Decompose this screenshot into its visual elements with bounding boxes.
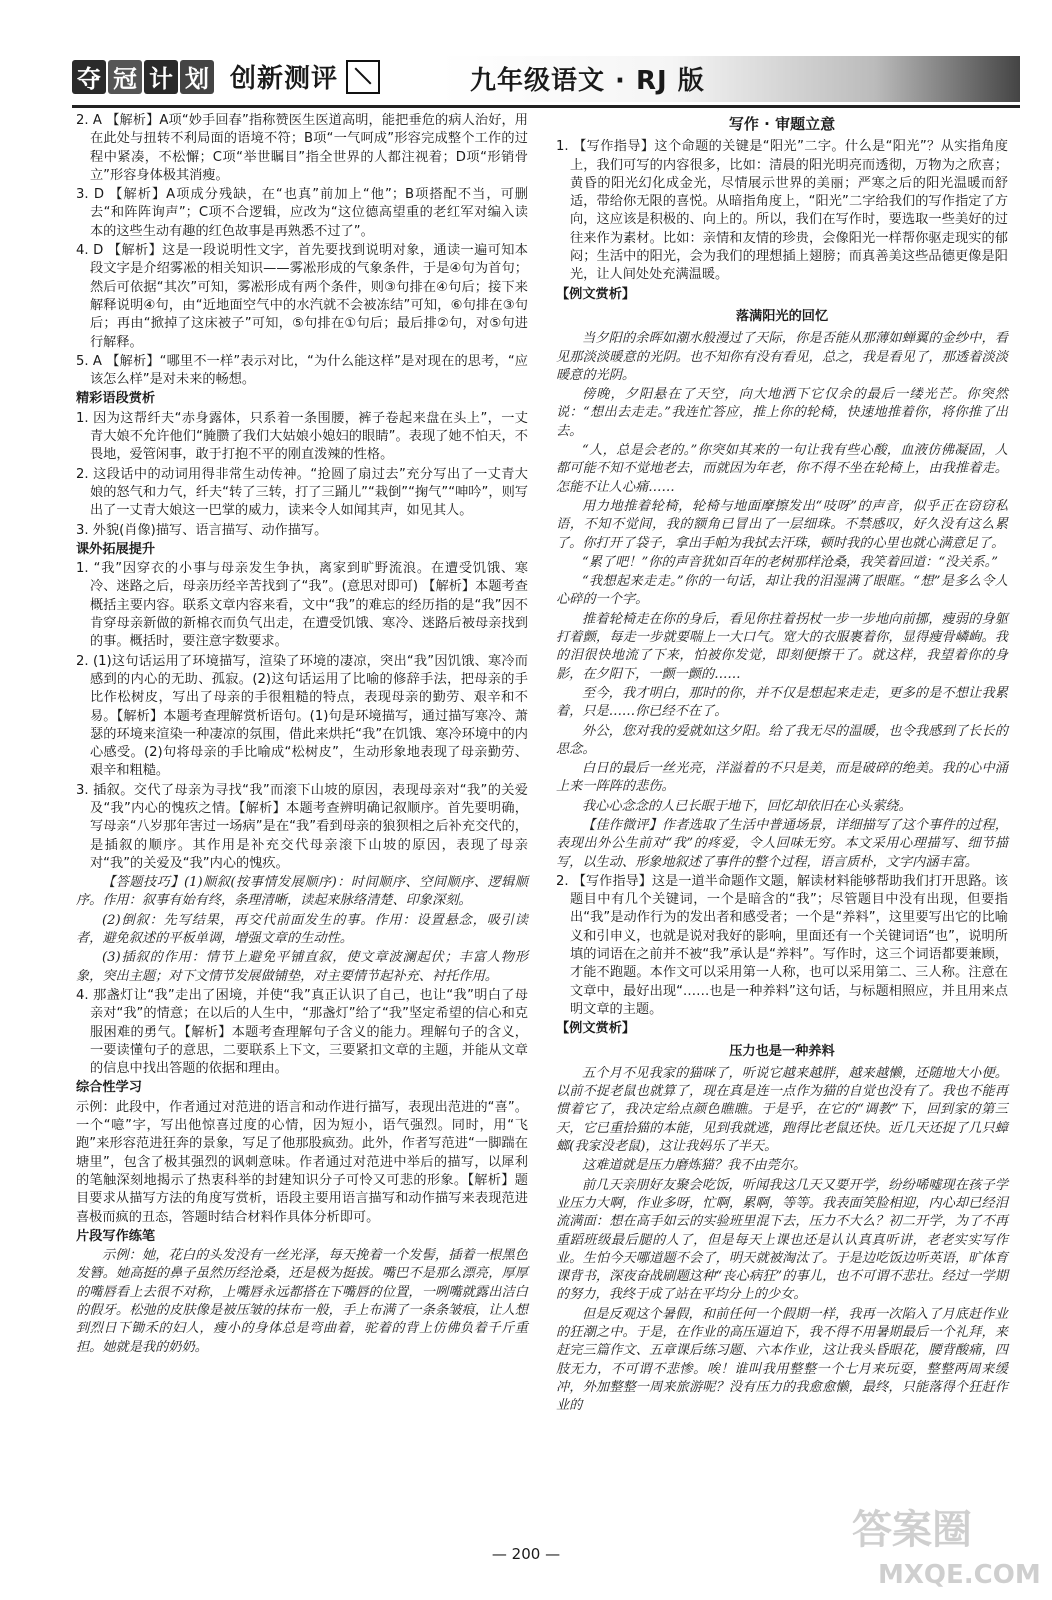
handwritten-paragraph: “人，总是会老的。”你突如其来的一句让我有些心酸，血液仿佛凝固，人都可能不知不觉地老去，而就因为年老，你不得不坐在轮椅上，由我推着走。怎能不让人心痛……: [556, 443, 1008, 495]
book-title: 九年级语文 · RJ 版: [470, 66, 705, 96]
brand-char: 划: [180, 60, 214, 94]
right-column-body: [556, 138, 1008, 1415]
handwritten-paragraph: 外公，您对我的爱就如这夕阳。给了我无尽的温暖，也令我感到了长长的思念。: [556, 723, 1008, 757]
paragraph: 示例：此段中，作者通过对范进的语言和动作进行描写，表现出范进的“喜”。一个“噫”字，写出他惊喜过度的心情，因为短小，语气强烈。同时，用“飞跑”来形容范进狂奔的景象，写足了他那股疯劲。此外，作者写范进“一脚踹在塘里”，包含了极其强烈的讽刺意味。作者通过对范进中举后的描写，以犀利的笔触深刻地揭示了热衷科举的封建知识分子可怜又可悲的形象。【解析】题目要求从描写方法的角度写赏析，语段主要用语言描写和动作描写来表现范进喜极而疯的丑态，答题时结合材料作具体分析即可。: [76, 1099, 528, 1225]
handwritten-paragraph: 用力地推着轮椅，轮椅与地面摩擦发出“吱呀”的声音，似乎正在窃窃私语，不知不觉间，我的额角已冒出了一层细珠。不禁感叹，好久没有这么累了。你打开了袋子，拿出手帕为我拭去汗珠，顿时我的心里也就心满意足了。: [556, 498, 1008, 551]
right-column: [556, 112, 1008, 1416]
pen-icon: [346, 60, 380, 94]
handwritten-paragraph: 【答题技巧】(1)顺叙(按事情发展顺序)：时间顺序、空间顺序、逻辑顺序。作用：叙事有始有终，条理清晰，读起来脉络清楚、印象深刻。: [76, 875, 528, 909]
answer-item: 3. 插叙。交代了母亲为寻找“我”而滚下山坡的原因，表现母亲对“我”的关爱及“我”内心的愧疚之情。【解析】本题考查辨明确记叙顺序。首先要明确，写母亲“八岁那年害过一场病”是在“我”看到母亲的狼狈相之后补充交代的，是插叙的顺序。其作用是补充交代母亲滚下山坡的原因，表现了母亲对“我”的关爱及“我”内心的愧疚。: [76, 782, 528, 871]
handwritten-paragraph: 至今，我才明白，那时的你，并不仅是想起来走走，更多的是不想让我累着，只是……你已经不在了。: [556, 685, 1008, 720]
section-heading: 综合性学习: [76, 1080, 142, 1096]
answer-item: 3. D 【解析】A项成分残缺，在“也真”前加上“他”；B项搭配不当，可删去“和阵阵询声”；C项不合逻辑，应改为“这位德高望重的老红军对编入读本的这些生动有趣的红色故事是再熟悉不过了”。: [76, 187, 528, 239]
answer-item: 2. (1)这句话运用了环境描写，渲染了环境的凄凉，突出“我”因饥饿、寒冷而感到的内心的无助、孤寂。(2)这句话运用了比喻的修辞手法，把母亲的手比作松树皮，写出了母亲的手很粗糙的特点，表现母亲的勤劳、艰辛和不易。【解析】本题考查理解赏析语句。(1)句是环境描写，通过描写寒冷、萧瑟的环境来渲染一种凄凉的氛围，借此来烘托“我”在饥饿、寒冷环境中的内心感受。(2)句将母亲的手比喻成“松树皮”，生动形象地表现了母亲勤劳、艰辛和粗糙。: [76, 653, 528, 779]
handwritten-paragraph: 【佳作微评】作者选取了生活中普通场景，详细描写了这个事件的过程，表现出外公生前对“我”的疼爱，令人回味无穷。本文采用心理描写、细节描写，以生动、形象地叙述了事件的整个过程，语言质朴，文字内涵丰富。: [556, 817, 1008, 870]
handwritten-paragraph: “我想起来走走。”你的一句话，却让我的泪湿满了眼眶。“想”是多么令人心碎的一个字。: [556, 574, 1008, 608]
series-name: 创新测评: [230, 64, 339, 94]
handwritten-paragraph: 推着轮椅走在你的身后，看见你拄着拐杖一步一步地向前挪，瘦弱的身躯打着颤，每走一步就要喘上一大口气。宽大的衣服裹着你，显得瘦骨嶙峋。我的泪很快地流了下来，怕被你发觉，即刻便擦干了。就这样，我望着你的身影，在夕阳下，一颤一颤的……: [556, 611, 1008, 682]
answer-item: 1. 因为这帮纤夫“赤身露体，只系着一条围腰，裤子卷起来盘在头上”，一丈青大娘不允许他们“腌臜了我们大姑娘小媳妇的眼睛”。表现了她不怕天，不畏地，爱管闲事，敢于打抱不平的刚直泼辣的性格。: [76, 410, 528, 463]
handwritten-paragraph: (3)插叙的作用：情节上避免平铺直叙，使文章波澜起伏；丰富人物形象，突出主题；对下文情节发展做铺垫，对主要情节起补充、衬托作用。: [76, 950, 528, 984]
handwritten-paragraph: 傍晚，夕阳悬在了天空，向大地洒下它仅余的最后一缕光芒。你突然说：“想出去走走。”我连忙答应，推上你的轮椅，快速地推着你，将你推了出去。: [556, 387, 1008, 439]
handwritten-paragraph: 五个月不见我家的猫咪了，听说它越来越胖，越来越懒，还随地大小便。以前不捉老鼠也就算了，现在真是连一点作为猫的自觉也没有了。我也不能再惯着它了，我决定给点颜色瞧瞧。于是乎，在它的“调教”下，回到家的第三天，它已重拾猫的本能，见到我就逃，跑得比老鼠还快。近几天还捉了几只蟑螂(我家没老鼠)，这让我妈乐了半天。: [556, 1065, 1008, 1155]
watermark-url: MXQE.COM: [878, 1560, 1041, 1590]
answer-item: 2. A 【解析】A项“妙手回春”指称赞医生医道高明，能把垂危的病人治好，用在此处与扭转不利局面的语境不符；B项“一气呵成”形容完成整个工作的过程中紧凑，不松懈；C项“举世瞩目”指全世界的人都注视着；D项“形销骨立”形容身体极其消瘦。: [76, 113, 528, 183]
essay-title: 落满阳光的回忆: [735, 308, 829, 324]
brand-char: 夺: [72, 60, 106, 94]
section-title: 写作 · 审题立意: [728, 115, 836, 133]
answer-item: 4. D 【解析】这是一段说明性文字，首先要找到说明对象，通读一遍可知本段文字是介绍雾凇的相关知识——雾凇形成的气象条件，于是④句为首句；然后可依据“其次”可知，雾凇形成有两个条件，则③句排在④句后；接下来解释说明④句，由“近地面空气中的水汽就不会被冻结”可知，⑥句排在③句后；再由“掀掉了这床被子”可知，⑤句排在①句后；最后排②句，对⑤句进行解释。: [76, 243, 528, 350]
brand-logo: [72, 58, 380, 95]
handwritten-paragraph: 我心心念念的人已长眠于地下，回忆却依旧在心头萦绕。: [582, 798, 912, 814]
answer-item: 1. 【写作指导】这个命题的关键是“阳光”二字。什么是“阳光”？从实指角度上，我们可写的内容很多，比如：清晨的阳光明亮而透彻，万物为之欣喜；黄昏的阳光幻化成金光，尽情展示世界的美丽；严寒之后的阳光温暖而舒适，带给你无限的喜悦。从暗指角度上，“阳光”二字给我们的写作指定了方向，这应该是积极的、向上的。所以，我们在写作时，要选取一些美好的过往来作为素材。比如：亲情和友情的珍贵，会像阳光一样帮你驱走现实的郁闷；生活中的阳光，会为我们的理想插上翅膀；而真善美这些品德更像是阳光，让人间处处充满温暖。: [556, 139, 1008, 283]
answer-item: 2. 这段话中的动词用得非常生动传神。“抢圆了扇过去”充分写出了一丈青大娘的怒气和力气，纤夫“转了三转，打了三踊儿”“栽倒”“掬气”“呻吟”，则写出了一丈青大娘这一巴掌的威力，读来令人如闻其声，如见其人。: [76, 466, 528, 519]
handwritten-paragraph: “累了吧！”你的声音犹如百年的老树那样沧桑，我笑着回道：“没关系。”: [582, 554, 998, 570]
section-heading: 【例文赏析】: [556, 286, 636, 302]
page-number: — 200 —: [491, 1545, 561, 1563]
handwritten-paragraph: 白日的最后一丝光亮，洋溢着的不只是美，而是破碎的绝美。我的心中涌上来一阵阵的悲伤。: [556, 761, 1008, 795]
handwritten-paragraph: 示例：她，花白的头发没有一丝光泽，每天挽着一个发髻，插着一根黑色发簪。她高挺的鼻子虽然历经沧桑，还是极为挺拔。嘴巴不是那么漂亮，厚厚的嘴唇看上去很不对称，上嘴唇永远都搭在下嘴唇的位置，一咧嘴就露出洁白的假牙。松弛的皮肤像是被压皱的抹布一般，手上布满了一条条皱痕，让人想到烈日下锄禾的妇人，瘦小的身体总是弯曲着，驼着的背上仿佛负着千斤重担。她就是我的奶奶。: [76, 1248, 528, 1355]
answer-item: 3. 外貌(肖像)描写、语言描写、动作描写。: [76, 522, 328, 538]
answer-item: 2. 【写作指导】这是一道半命题作文题，解读材料能够帮助我们打开思路。该题目中有几个关键词，一个是暗含的“我”；尽管题目中没有出现，但要指出“我”是动作行为的发出者和感受者；一个是“养料”，这里要写出它的比喻义和引申义，也就是说对我好的影响，里面还有一个关键词语“也”，说明所填的词语在之前并不被“我”承认是“养料”。写作时，这三个词语都要兼顾，才能不跑题。本作文可以采用第一人称，也可以采用第二、三人称。注意在文章中，最好出现“……也是一种养料”这句话，与标题相照应，并且用来点明文章的主题。: [556, 873, 1008, 1017]
watermark-logo: 答案圈: [852, 1507, 972, 1553]
essay-title: 压力也是一种养料: [729, 1043, 835, 1059]
handwritten-paragraph: 这难道就是压力磨炼猫？我不由莞尔。: [582, 1158, 807, 1174]
brand-char: 冠: [108, 60, 142, 94]
handwritten-paragraph: (2)倒叙：先写结果，再交代前面发生的事。作用：设置悬念，吸引读者，避免叙述的平板单调，增强文章的生动性。: [76, 912, 528, 947]
section-heading: 片段写作练笔: [76, 1228, 156, 1244]
page-header: [0, 0, 1052, 130]
section-heading: 精彩语段赏析: [76, 391, 156, 407]
handwritten-paragraph: 当夕阳的余晖如潮水般漫过了天际，你是否能从那薄如蝉翼的金纱中，看见那淡淡暖意的光阴。也不知你有没有看见，总之，我是看见了，那透着淡淡暖意的光阴。: [556, 331, 1008, 383]
answer-item: 4. 那盏灯让“我”走出了困境，并使“我”真正认识了自己，也让“我”明白了母亲对“我”的情意；在以后的人生中，“那盏灯”给了“我”坚定希望的信心和克服困难的勇气。【解析】本题考查理解句子含义的能力。理解句子的含义，一要读懂句子的意思，二要联系上下文，三要紧扣文章的主题，并能从文章的信息中找出答题的依据和理由。: [76, 987, 528, 1077]
section-heading: 【例文赏析】: [556, 1021, 636, 1037]
answer-item: 5. A 【解析】“哪里不一样”表示对比，“为什么能这样”是对现在的思考，“应该怎么样”是对未来的畅想。: [76, 353, 528, 388]
answer-item: 1. “我”因穿衣的小事与母亲发生争执，离家到旷野流浪。在遭受饥饿、寒冷、迷路之后，母亲历经辛苦找到了“我”。(意思对即可) 【解析】本题考查概括主要内容。联系文章内容来看，文中“我”的难忘的经历指的是“我”因不肯穿母亲新做的新棉衣而负气出走，在遭受饥饿、寒冷、迷路后被母亲找到的事。概括时，要注意字数要求。: [76, 561, 528, 650]
brand-char: 计: [144, 60, 178, 94]
section-heading: 课外拓展提升: [76, 541, 156, 557]
header-rule: [72, 105, 1020, 108]
left-column: [76, 112, 528, 1358]
handwritten-paragraph: 但是反观这个暑假，和前任何一个假期一样，我再一次陷入了月底赶作业的狂潮之中。于是，在作业的高压逼迫下，我不得不用暑期最后一个礼拜，来赶完三篇作文、五章课后练习题、六本作业，这让我头昏眼花，腰背酸痛，四肢无力，不可谓不悲惨。唉！谁叫我用整整一个七月来玩耍，整整两周来缓冲，外加整整一周来旅游呢？没有压力的我愈愈懒，最终，只能落得个狂赶作业的: [556, 1306, 1008, 1414]
handwritten-paragraph: 前几天亲朋好友聚会吃饭，听闻我这几天又要开学，纷纷唏嘘现在孩子学业压力大啊，作业多呀，忙啊，累啊，等等。我表面笑脸相迎，内心却已经泪流满面：想在高手如云的实验班里混下去，压力不大么？初二开学，为了不再重蹈班级最后腿的人了，但是每天上课也还是认认真真听讲，老老实实写作业。生怕今天哪道题不会了，明天就被淘汰了。于是边吃饭边听英语，旷体育课背书，深夜奋战刷题这种“丧心病狂”的事儿，也不可谓不悲壮。经过一学期的努力，我终于成了站在平均分上的少女。: [556, 1177, 1008, 1303]
